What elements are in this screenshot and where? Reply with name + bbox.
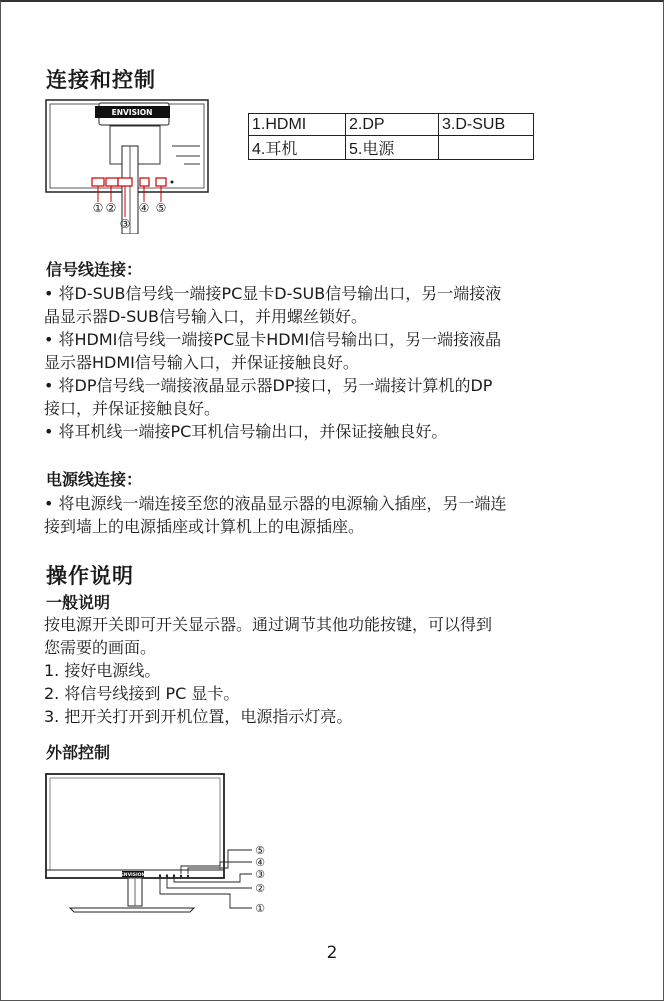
table-cell [439, 136, 534, 160]
table-cell: 1.HDMI [249, 114, 346, 136]
svg-text:⑤: ⑤ [155, 201, 167, 215]
text-line: 1. 接好电源线。 [44, 661, 161, 680]
text-line: 按电源开关即可开关显示器。通过调节其他功能按键，可以得到 [44, 615, 493, 634]
svg-text:②: ② [105, 201, 117, 215]
text-line: 2. 将信号线接到 PC 显卡。 [44, 684, 240, 703]
svg-text:②: ② [255, 882, 265, 895]
operation-title: 操作说明 [46, 564, 134, 588]
connection-title: 连接和控制 [46, 68, 156, 92]
text-line: • 将HDMI信号线一端接PC显卡HDMI信号输出口，另一端接液晶 [44, 330, 502, 349]
monitor-front-diagram [40, 770, 280, 922]
signal-title: 信号线连接： [46, 260, 143, 279]
svg-text:①: ① [92, 201, 104, 215]
page-number: 2 [326, 943, 338, 963]
svg-text:①: ① [255, 902, 265, 915]
general-paragraph [44, 613, 624, 728]
text-line: • 将DP信号线一端接液晶显示器DP接口，另一端接计算机的DP [44, 376, 493, 395]
brand-logo-small: ENVISION [120, 873, 146, 878]
table-cell: 2.DP [346, 114, 439, 136]
text-line: • 将电源线一端连接至您的液晶显示器的电源输入插座，另一端连 [44, 494, 507, 513]
power-paragraph [44, 492, 624, 538]
text-line: • 将D-SUB信号线一端接PC显卡D-SUB信号输出口，另一端接液 [44, 284, 502, 303]
brand-logo: ENVISION [111, 108, 153, 117]
general-title: 一般说明 [46, 593, 111, 612]
svg-text:⑤: ⑤ [255, 844, 265, 857]
table-cell: 5.电源 [346, 136, 439, 160]
table-cell: 3.D-SUB [439, 114, 534, 136]
svg-text:④: ④ [255, 856, 265, 869]
external-control-title: 外部控制 [46, 743, 111, 762]
text-line: 3. 把开关打开到开机位置，电源指示灯亮。 [44, 707, 353, 726]
port-table [248, 113, 534, 160]
svg-text:③: ③ [255, 868, 265, 881]
svg-text:③: ③ [119, 217, 131, 231]
table-row [249, 114, 534, 136]
signal-paragraph [44, 282, 624, 443]
text-line: 显示器HDMI信号输入口，并保证接触良好。 [44, 353, 359, 372]
table-row [249, 136, 534, 160]
text-line: 您需要的画面。 [44, 638, 157, 657]
text-line: • 将耳机线一端接PC耳机信号输出口，并保证接触良好。 [44, 422, 448, 441]
power-title: 电源线连接： [46, 470, 143, 489]
text-line: 接到墙上的电源插座或计算机上的电源插座。 [44, 517, 365, 536]
svg-text:④: ④ [138, 201, 150, 215]
table-cell: 4.耳机 [249, 136, 346, 160]
text-line: 晶显示器D-SUB信号输入口，并用螺丝锁好。 [44, 307, 367, 326]
monitor-rear-diagram [44, 98, 216, 234]
text-line: 接口，并保证接触良好。 [44, 399, 221, 418]
